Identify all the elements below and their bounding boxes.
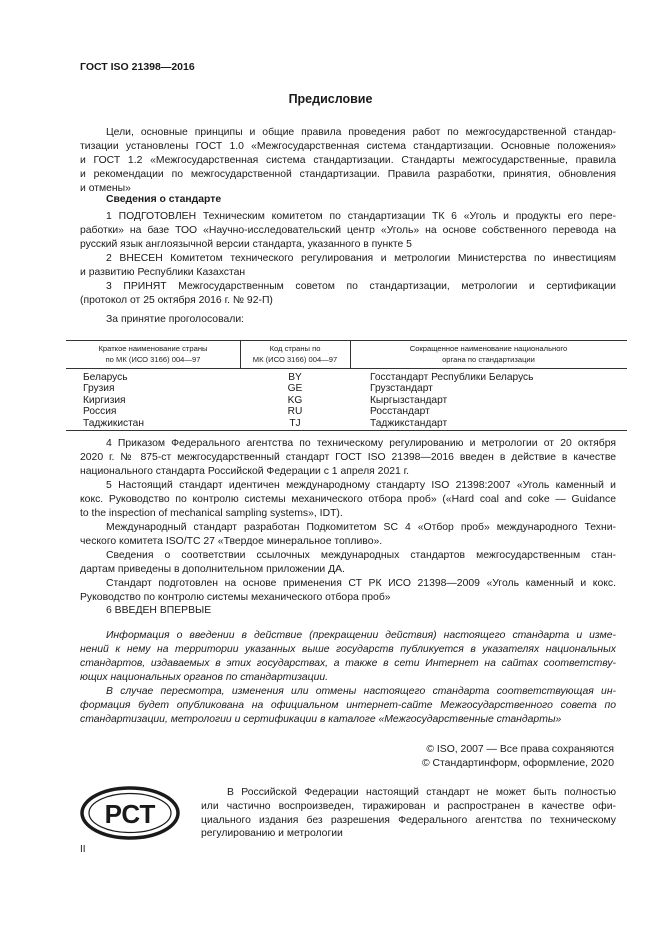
rights-notice — [201, 786, 616, 841]
item-5d-line: Стандарт подготовлен на основе применения СТ РК ИСО 21398—2009 «Уголь каменный и кокс. — [106, 578, 616, 589]
table-cell: RU — [287, 406, 303, 418]
table-cell: BY — [288, 372, 302, 383]
table-header-country: Краткое наименование страны по МК (ИСО 3166) 004—97 — [98, 344, 208, 364]
item-4-line: 2020 г. № 875-ст межгосударственный стандарт ГОСТ ISO 21398—2016 введен в действие в качестве — [80, 452, 616, 463]
info-note-line: нений к нему на территории указанных выше государств публикуется в указателях национальных — [80, 644, 616, 655]
intro-line: и рекомендации по межгосударственной стандартизации. Правила разработки, принятия, обновления — [80, 169, 616, 180]
intro-line: и ГОСТ 1.2 «Межгосударственная система стандартизации. Стандарты межгосударственные, правила — [80, 155, 616, 166]
table-cell: Таджикстандарт — [370, 417, 448, 429]
table-top-rule — [66, 340, 627, 341]
table-column-bodies — [370, 372, 533, 429]
page-number: II — [80, 844, 86, 855]
table-header-body: Сокращенное наименование национального органа по стандартизации — [409, 344, 568, 364]
item-2-line: и развитию Республики Казахстан — [80, 267, 246, 278]
table-cell: Россия — [83, 406, 117, 418]
item-1-line: русский язык англоязычной версии стандарта, указанного в пункте 5 — [80, 239, 412, 250]
table-cell: Кыргызстандарт — [370, 394, 448, 406]
item-2-line: 2 ВНЕСЕН Комитетом технического регулирования и метрологии Министерства по инвестициям — [106, 253, 616, 264]
copyright-iso: © ISO, 2007 — Все права сохраняются — [426, 744, 614, 755]
item-5c-line: дартам приведены в дополнительном приложении ДА. — [80, 564, 345, 575]
table-cell: KG — [287, 394, 303, 406]
item-5b-line: Международный стандарт разработан Подкомитетом SC 4 «Отбор проб» международного Техни- — [106, 522, 616, 533]
item-5b-line: ческого комитета ISO/TC 27 «Твердое минеральное топливо». — [80, 536, 383, 547]
rights-line: циального издания без разрешения Федерального агентства по техническому — [201, 814, 616, 826]
item-1-line: работки» на базе ТОО «Научно-исследовательский центр «Уголь» на основе собственного перевода на — [80, 225, 616, 236]
page-title: Предисловие — [288, 92, 373, 106]
standard-info-heading: Сведения о стандарте — [106, 194, 222, 205]
intro-line: Цели, основные принципы и общие правила проведения работ по межгосударственной стандар- — [106, 127, 616, 138]
item-5c-line: Сведения о соответствии ссылочных международных стандартов межгосударственным стан- — [106, 550, 616, 561]
item-5-line: 5 Настоящий стандарт идентичен международному стандарту ISO 21398:2007 «Уголь каменный и — [106, 480, 616, 491]
item-4-line: национального стандарта Российской Федерации с 1 апреля 2021 г. — [80, 466, 410, 477]
item-3-line: (протокол от 25 октября 2016 г. № 92-П) — [80, 295, 273, 306]
intro-line: тизации установлены ГОСТ 1.0 «Межгосударственная система стандартизации. Основные положения» — [80, 141, 616, 152]
item-5-line: to the inspection of mechanical sampling systems», IDT). — [80, 508, 343, 519]
rights-line: регулированию и метрологии — [201, 828, 343, 840]
copyright-block — [422, 743, 614, 771]
logo-text: РСТ — [104, 799, 156, 829]
info-note-line: Информация о введении в действие (прекращении действия) настоящего стандарта и измe- — [106, 630, 616, 641]
info-note-line: В случае пересмотра, изменения или отмены настоящего стандарта соответствующая ин- — [106, 686, 616, 697]
table-cell: Грузстандарт — [370, 383, 433, 395]
rights-line: В Российской Федерации настоящий стандарт не может быть полностью — [227, 787, 616, 798]
item-4-line: 4 Приказом Федерального агентства по техническому регулированию и метрологии от 20 октября — [106, 438, 616, 449]
info-note-line: стандартов, издаваемых в этих государствах, а также в сети Интернет на сайтах соответству- — [80, 658, 616, 669]
rst-logo-icon — [80, 786, 182, 840]
item-6: 6 ВВЕДЕН ВПЕРВЫЕ — [106, 605, 212, 616]
intro-line: и отмены» — [80, 183, 131, 194]
table-cell: Беларусь — [83, 372, 128, 383]
table-cell: TJ — [289, 417, 301, 429]
voting-table — [66, 340, 627, 431]
info-note-line: стандартизации, метрологии и сертификации в каталоге «Межгосударственные стандарты» — [80, 714, 562, 725]
item-3-line: 3 ПРИНЯТ Межгосударственным советом по стандартизации, метрологии и сертификации — [106, 281, 616, 292]
voted-label: За принятие проголосовали: — [106, 314, 245, 325]
info-note-line: ющих национальных органов по стандартизации. — [80, 672, 329, 683]
table-cell: Госстандарт Республики Беларусь — [370, 372, 534, 383]
rights-line: или частично воспроизведен, тиражирован и распространен в качестве офи- — [201, 800, 616, 812]
table-column-codes — [240, 372, 350, 429]
table-bottom-rule — [66, 430, 627, 431]
item-5-line: кокс. Руководство по контролю системы механического отбора проб» («Hard coal and coke — Guidance — [80, 494, 616, 505]
info-note-line: формация будет опубликована на официальном интернет-сайте Межгосударственного совета по — [80, 700, 616, 711]
table-column-countries — [83, 372, 144, 429]
table-cell: Грузия — [83, 383, 115, 395]
table-cell: Таджикистан — [83, 417, 144, 429]
table-header-code: Код страны по МК (ИСО 3166) 004—97 — [252, 344, 338, 364]
table-cell: GE — [287, 383, 303, 395]
table-cell: Киргизия — [83, 394, 126, 406]
document-header: ГОСТ ISO 21398—2016 — [80, 61, 195, 73]
table-header-rule — [66, 368, 627, 369]
item-5d-line: Руководство по контролю системы механического отбора проб» — [80, 592, 391, 603]
copyright-standartinform: © Стандартинформ, оформление, 2020 — [421, 758, 614, 769]
table-cell: Росстандарт — [370, 406, 430, 418]
item-1-line: 1 ПОДГОТОВЛЕН Техническим комитетом по стандартизации ТК 6 «Уголь и продукты его пере- — [106, 211, 616, 222]
